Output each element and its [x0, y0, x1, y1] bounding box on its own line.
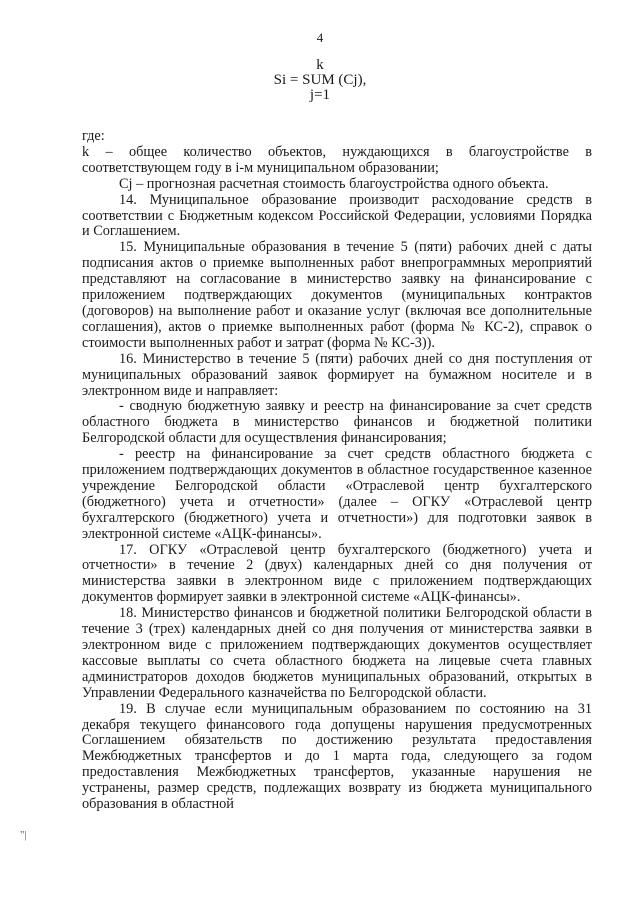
document-body — [82, 129, 592, 813]
paragraph-where: где: — [82, 128, 105, 144]
page-number: 4 — [316, 30, 324, 45]
paragraph-item-15: 15. Муниципальные образования в течение 5 (пяти) рабочих дней с даты подписания актов о приемке выполненных работ внепрограммных мероприятий представляют на согласование в министерство заявку на финансирование с приложением подтверждающих документов (муниципальных контрактов (договоров) на выполнение работ и оказание услуг (включая все дополнительные соглашения), актов о приемке выполненных работ (форма № КС-2), справок о стоимости выполненных работ и затрат (форма № КС-3)). — [82, 239, 592, 351]
paragraph-item-16: 16. Министерство в течение 5 (пяти) рабочих дней со дня поступления от муниципальных образований заявок формирует на бумажном носителе и в электронном виде и направляет: — [82, 350, 592, 399]
margin-mark: "| — [20, 829, 27, 841]
paragraph-bullet-1: - сводную бюджетную заявку и реестр на финансирование за счет средств областного бюджета в министерство финансов и бюджетной политики Белгородской области для осуществления финансирования; — [82, 398, 592, 447]
paragraph-bullet-2: - реестр на финансирование за счет средств областного бюджета с приложением подтверждающих документов в областное государственное казенное учреждение Белгородской области «Отраслевой центр бухгалтерского (бюджетного) учета и отчетности» (далее – ОГКУ «Отраслевой центр бухгалтерского (бюджетного) учета и отчетности») для подготовки заявок в электронной системе «АЦК-финансы». — [82, 446, 592, 542]
paragraph-item-17: 17. ОГКУ «Отраслевой центр бухгалтерского (бюджетного) учета и отчетности» в течение 2 (двух) календарных дней со дня получения от министерства заявки в электронном виде с приложением подтверждающих документов формирует заявки в электронной системе «АЦК-финансы». — [82, 541, 592, 606]
paragraph-item-19: 19. В случае если муниципальным образованием по состоянию на 31 декабря текущего финансового года допущены нарушения предусмотренных Соглашением обязательств по достижению результата предоставления Межбюджетных трансфертов и до 1 марта года, следующего за годом предоставления Межбюджетных трансфертов, указанные нарушения не устранены, размер средств, подлежащих возврату из бюджета муниципального образования в областной — [82, 700, 592, 813]
formula-lower-limit: j=1 — [309, 87, 331, 103]
paragraph-cj-definition: Cj – прогнозная расчетная стоимость благоустройства одного объекта. — [119, 175, 549, 192]
formula-main: Si = SUM (Cj), — [273, 72, 367, 88]
paragraph-item-18: 18. Министерство финансов и бюджетной политики Белгородской области в течение 3 (трех) календарных дней со дня получения от министерства заявки в электронном виде с приложением подтверждающих документов осуществляет кассовые выплаты со счета областного бюджета на лицевые счета главных администраторов доходов бюджетов муниципальных образований, открытых в Управлении Федерального казначейства по Белгородской области. — [82, 605, 592, 701]
paragraph-k-definition: k – общее количество объектов, нуждающихся в благоустройстве в соответствующем году в i-м муниципальном образовании; — [82, 143, 592, 176]
formula-upper-limit: k — [316, 57, 324, 73]
paragraph-item-14: 14. Муниципальное образование производит расходование средств в соответствии с Бюджетным кодексом Российской Федерации, условиями Порядка и Соглашением. — [82, 191, 592, 240]
sum-formula — [0, 58, 640, 103]
